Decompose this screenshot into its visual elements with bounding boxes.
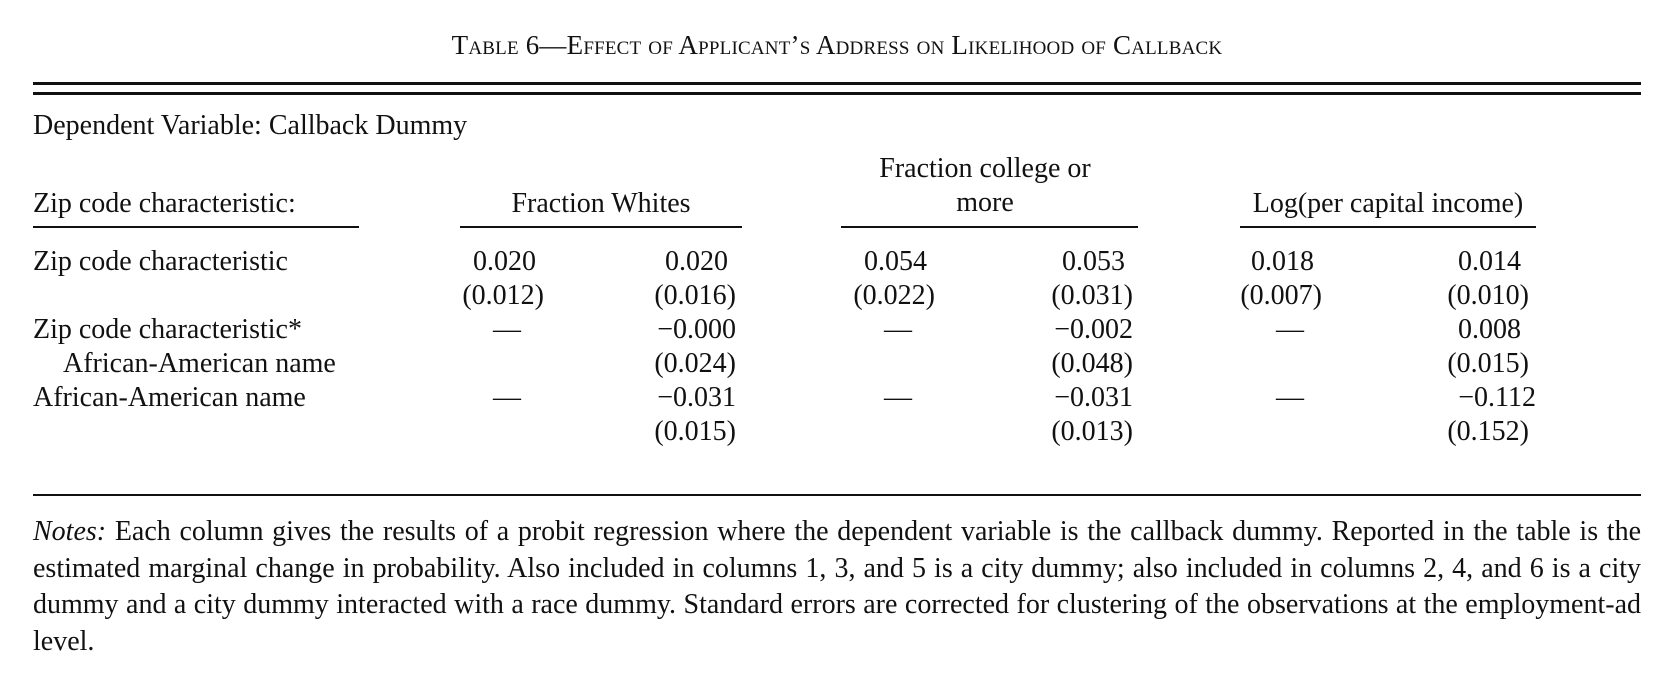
group-header-fraction-whites: Fraction Whites — [511, 188, 691, 219]
cell-value: −0.112 — [1458, 382, 1536, 413]
notes-label: Notes: — [33, 516, 107, 547]
cell-error: (0.012) — [462, 280, 544, 311]
cell-value: 0.053 — [1062, 246, 1125, 277]
row-label-interaction: Zip code characteristic* — [33, 314, 302, 345]
cell-error: (0.031) — [1051, 280, 1133, 311]
bottom-rule — [33, 494, 1641, 496]
cell-error: (0.007) — [1240, 280, 1322, 311]
cell-value: — — [1276, 314, 1304, 345]
dependent-variable-label: Dependent Variable: Callback Dummy — [33, 110, 468, 141]
cell-value: — — [884, 382, 912, 413]
stub-header: Zip code characteristic: — [33, 188, 296, 219]
group-underline — [1240, 226, 1536, 228]
cell-error: (0.015) — [654, 416, 736, 447]
stub-header-underline — [33, 226, 359, 228]
cell-value: — — [493, 382, 521, 413]
row-label-african-american-name: African-American name — [33, 382, 306, 413]
cell-error: (0.152) — [1447, 416, 1529, 447]
table-caption — [33, 30, 1641, 61]
row-label-interaction-cont: African-American name — [63, 348, 336, 379]
top-rule-second — [33, 92, 1641, 95]
cell-value: 0.020 — [665, 246, 728, 277]
notes-text: Each column gives the results of a probit regression where the dependent variable is the callback dummy. Reported in the table is the estimated marginal change in probability. Also included in columns 1, 3, and 5 is a city dummy; also included in columns 2, 4, and 6 is a city dummy and a city dummy interacted with a race dummy. Standard errors are corrected for clustering of the observations at the employment-ad level. — [33, 516, 1641, 657]
caption-prefix: Table 6— — [451, 30, 567, 60]
cell-error: (0.048) — [1051, 348, 1133, 379]
cell-value: 0.054 — [864, 246, 927, 277]
group-header-log-income: Log(per capital income) — [1252, 188, 1524, 219]
group-underline — [841, 226, 1138, 228]
group-header-fraction-college: Fraction college or more — [879, 153, 1091, 218]
cell-value: — — [1276, 382, 1304, 413]
group-underline — [460, 226, 742, 228]
cell-value: −0.031 — [1054, 382, 1133, 413]
cell-value: 0.018 — [1251, 246, 1314, 277]
top-rule — [33, 82, 1641, 85]
cell-value: — — [884, 314, 912, 345]
cell-error: (0.016) — [654, 280, 736, 311]
caption-title: Effect of Applicant’s Address on Likelihood of Callback — [566, 30, 1223, 60]
cell-value: 0.008 — [1458, 314, 1521, 345]
cell-error: (0.024) — [654, 348, 736, 379]
cell-error: (0.010) — [1447, 280, 1529, 311]
cell-error: (0.022) — [853, 280, 935, 311]
cell-value: 0.020 — [473, 246, 536, 277]
cell-error: (0.015) — [1447, 348, 1529, 379]
row-label-zip-characteristic: Zip code characteristic — [33, 246, 288, 277]
cell-value: −0.031 — [657, 382, 736, 413]
table-notes — [33, 514, 1641, 660]
cell-value: −0.002 — [1054, 314, 1133, 345]
cell-error: (0.013) — [1051, 416, 1133, 447]
cell-value: 0.014 — [1458, 246, 1521, 277]
cell-value: −0.000 — [657, 314, 736, 345]
cell-value: — — [493, 314, 521, 345]
